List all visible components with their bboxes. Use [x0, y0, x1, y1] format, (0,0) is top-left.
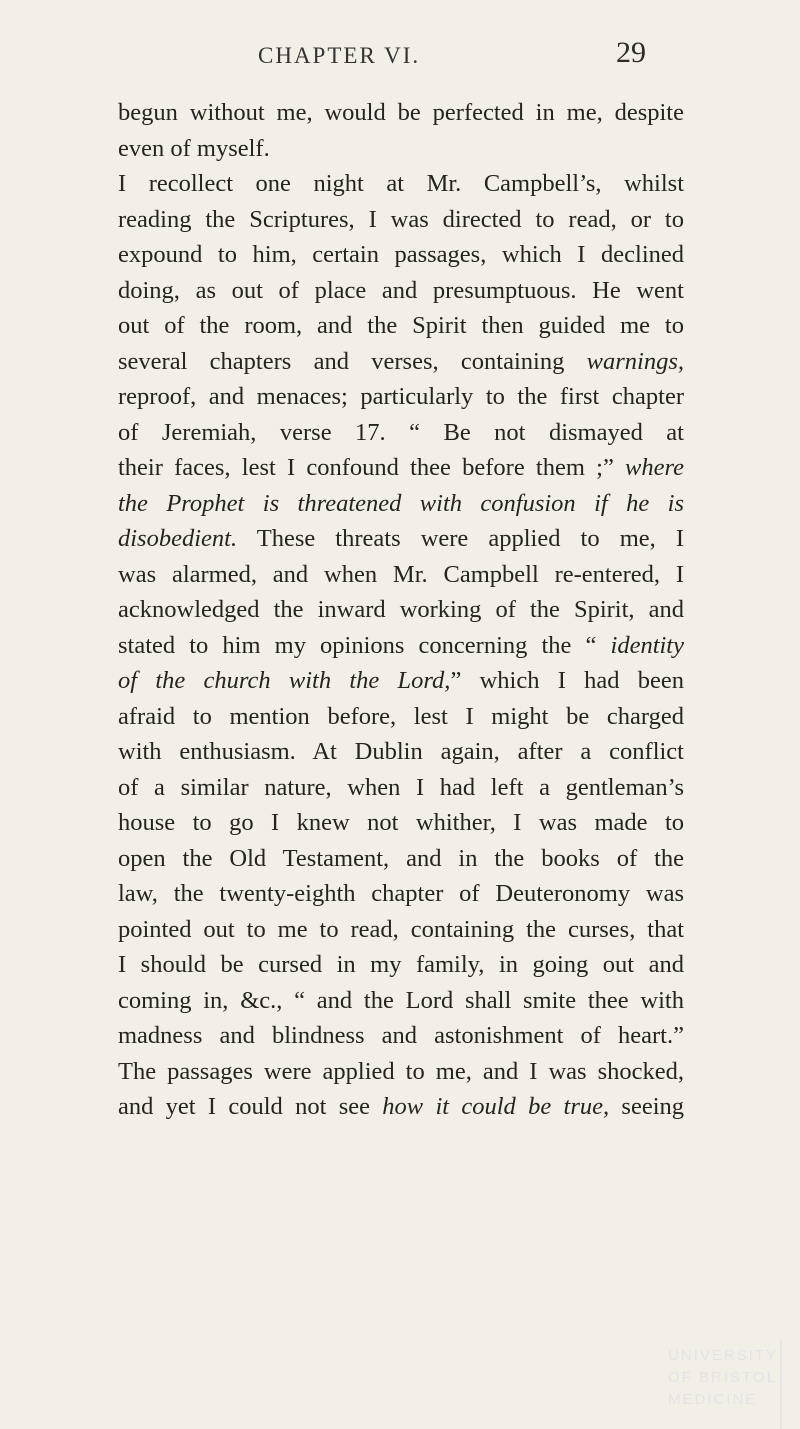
text-line: begun without me, would be perfected in me, despite: [118, 99, 684, 126]
text-line: stated to him my opinions concerning the “ identity: [118, 631, 684, 659]
page-number: 29: [616, 36, 646, 69]
text-line: I recollect one night at Mr. Campbell’s, whilst: [118, 170, 684, 197]
text-line: reproof, and menaces; particularly to the first chapter: [118, 383, 684, 410]
text-line: of the church with the Lord,” which I had been: [118, 667, 685, 694]
text-line: I should be cursed in my family, in going out and: [118, 951, 684, 978]
text-line: house to go I knew not whither, I was made to: [118, 809, 684, 836]
text-line: and yet I could not see how it could be true, seeing: [118, 1093, 684, 1120]
text-line: disobedient. These threats were applied to me, I: [118, 525, 684, 552]
text-line: open the Old Testament, and in the books of the: [118, 844, 684, 872]
text-line: reading the Scriptures, I was directed to read, or to: [118, 205, 684, 233]
text-line: coming in, &c., “ and the Lord shall smite thee with: [118, 986, 684, 1014]
text-line: their faces, lest I confound thee before them ;” where: [118, 454, 684, 481]
text-line: of Jeremiah, verse 17. “ Be not dismayed at: [118, 418, 684, 446]
text-line: out of the room, and the Spirit then guided me to: [118, 312, 684, 339]
running-head: CHAPTER VI.: [258, 43, 421, 68]
text-line: several chapters and verses, containing warnings,: [118, 347, 684, 375]
stamp-border: [780, 1340, 782, 1429]
text-line: madness and blindness and astonishment of heart.”: [118, 1022, 684, 1049]
text-line: pointed out to me to read, containing the curses, that: [118, 915, 684, 943]
text-line: doing, as out of place and presumptuous. He went: [118, 276, 684, 304]
body-text: [118, 95, 684, 1125]
text-line: with enthusiasm. At Dublin again, after a conflict: [118, 738, 684, 765]
text-line: The passages were applied to me, and I was shocked,: [118, 1057, 684, 1085]
text-line: was alarmed, and when Mr. Campbell re-entered, I: [118, 560, 684, 588]
text-line: law, the twenty-eighth chapter of Deuteronomy was: [118, 880, 684, 907]
text-line: expound to him, certain passages, which I declined: [118, 241, 684, 268]
library-stamp: UNIVERSITY OF BRISTOL MEDICINE: [668, 1347, 779, 1408]
text-line: even of myself.: [118, 134, 270, 162]
text-line: the Prophet is threatened with confusion if he is: [118, 489, 684, 517]
text-line: of a similar nature, when I had left a gentleman’s: [118, 773, 684, 801]
text-line: acknowledged the inward working of the Spirit, and: [118, 596, 684, 623]
text-line: afraid to mention before, lest I might be charged: [118, 702, 684, 730]
